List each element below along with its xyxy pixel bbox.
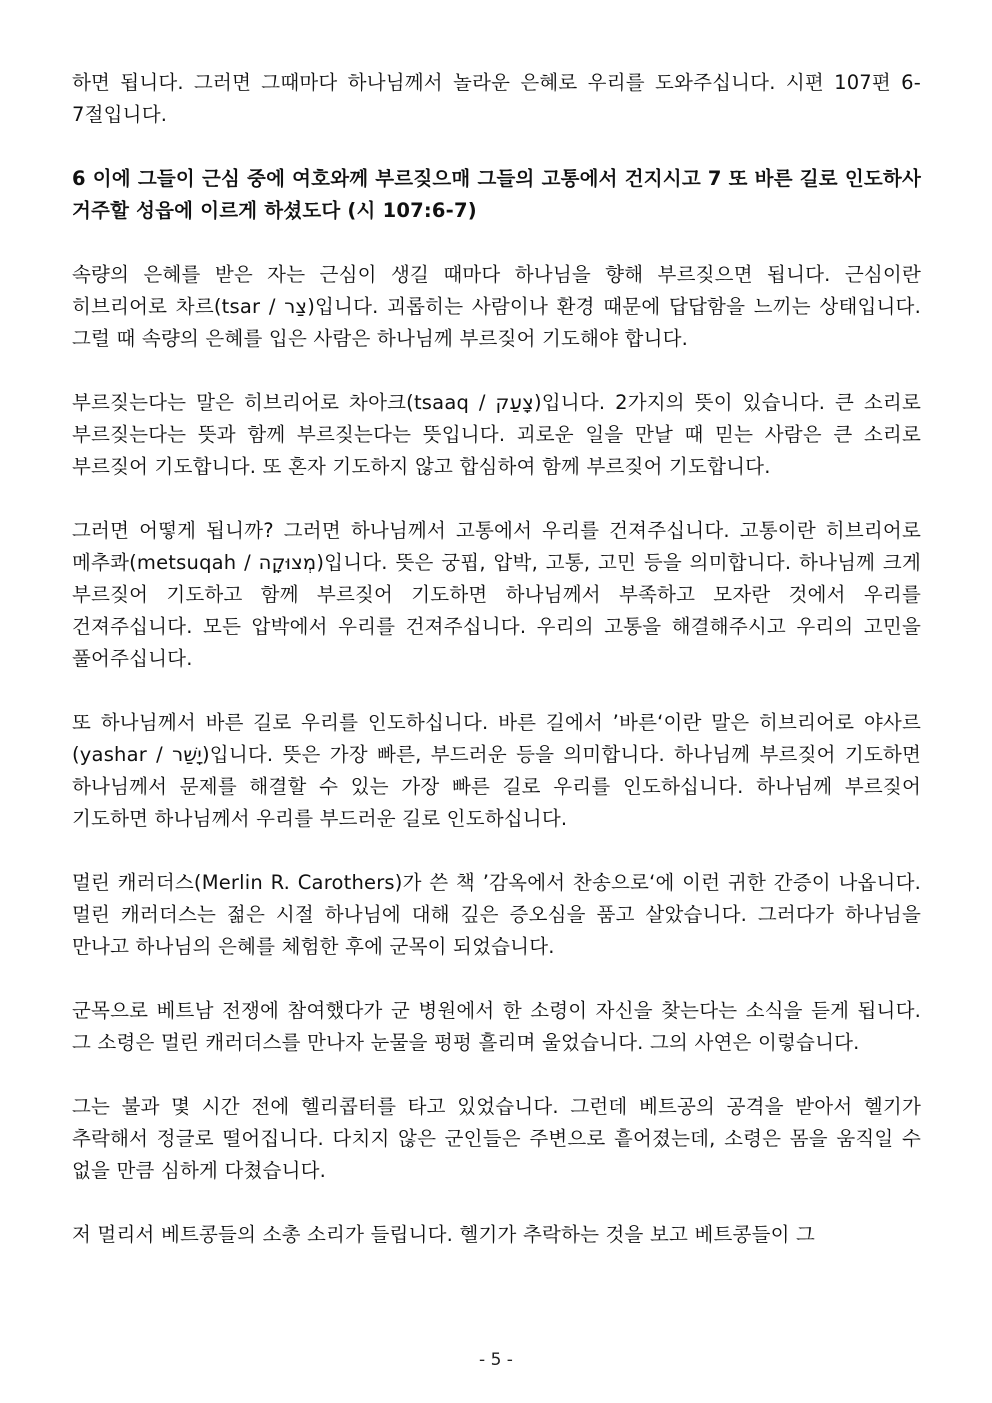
paragraph-helicopter: 그는 불과 몇 시간 전에 헬리콥터를 타고 있었습니다. 그런데 베트공의 공격을 받아서 헬기가 추락해서 정글로 떨어집니다. 다치지 않은 군인들은 주변으로 흩어졌는데, 소령은 몸을 움직일 수 없을 만큼 심하게 다쳤습니다. (72, 1095, 921, 1182)
document-body (72, 67, 921, 1251)
paragraph-intro: 하면 됩니다. 그러면 그때마다 하나님께서 놀라운 은혜로 우리를 도와주십니다. 시편 107편 6-7절입니다. (72, 71, 921, 126)
paragraph-vietcong: 저 멀리서 베트콩들의 소총 소리가 들립니다. 헬기가 추락하는 것을 보고 베트콩들이 그 (72, 1223, 816, 1246)
paragraph-metsuqah: 그러면 어떻게 됩니까? 그러면 하나님께서 고통에서 우리를 건져주십니다. 고통이란 히브리어로 메추콰(metsuqah / מְצוּקָה)입니다. 뜻은 궁핍, 압박, 고통, 고민 등을 의미합니다. 하나님께 크게 부르짖어 기도하고 함께 부르짖어 기도하면 하나님께서 부족하고 모자란 것에서 우리를 건져주십니다. 모든 압박에서 우리를 건져주십니다. 우리의 고통을 해결해주시고 우리의 고민을 풀어주십니다. (72, 519, 921, 670)
paragraph-tsar: 속량의 은혜를 받은 자는 근심이 생길 때마다 하나님을 향해 부르짖으면 됩니다. 근심이란 히브리어로 차르(tsar / צַר)입니다. 괴롭히는 사람이나 환경 때문에 답답함을 느끼는 상태입니다. 그럴 때 속량의 은혜를 입은 사람은 하나님께 부르짖어 기도해야 합니다. (72, 263, 921, 350)
scripture-quote: 6 이에 그들이 근심 중에 여호와께 부르짖으매 그들의 고통에서 건지시고 7 또 바른 길로 인도하사 거주할 성읍에 이르게 하셨도다 (시 107:6-7) (72, 167, 921, 222)
paragraph-yashar: 또 하나님께서 바른 길로 우리를 인도하십니다. 바른 길에서 ’바른‘이란 말은 히브리어로 야사르(yashar / יָשַׁר)입니다. 뜻은 가장 빠른, 부드러운 등을 의미합니다. 하나님께 부르짖어 기도하면 하나님께서 문제를 해결할 수 있는 가장 빠른 길로 우리를 인도하십니다. 하나님께 부르짖어 기도하면 하나님께서 우리를 부드러운 길로 인도하십니다. (72, 711, 921, 830)
page-number: - 5 - (479, 1350, 513, 1370)
paragraph-tsaaq: 부르짖는다는 말은 히브리어로 차아크(tsaaq / צָעַק)입니다. 2가지의 뜻이 있습니다. 큰 소리로 부르짖는다는 뜻과 함께 부르짖는다는 뜻입니다. 괴로운 일을 만날 때 믿는 사람은 큰 소리로 부르짖어 기도합니다. 또 혼자 기도하지 않고 합심하여 함께 부르짖어 기도합니다. (72, 391, 922, 478)
paragraph-chaplain: 군목으로 베트남 전쟁에 참여했다가 군 병원에서 한 소령이 자신을 찾는다는 소식을 듣게 됩니다. 그 소령은 멀린 캐러더스를 만나자 눈물을 펑펑 흘리며 울었습니다. 그의 사연은 이렇습니다. (72, 999, 921, 1054)
paragraph-carothers: 멀린 캐러더스(Merlin R. Carothers)가 쓴 책 ’감옥에서 찬송으로‘에 이런 귀한 간증이 나옵니다. 멀린 캐러더스는 젊은 시절 하나님에 대해 깊은 증오심을 품고 살았습니다. 그러다가 하나님을 만나고 하나님의 은혜를 체험한 후에 군목이 되었습니다. (72, 871, 921, 958)
